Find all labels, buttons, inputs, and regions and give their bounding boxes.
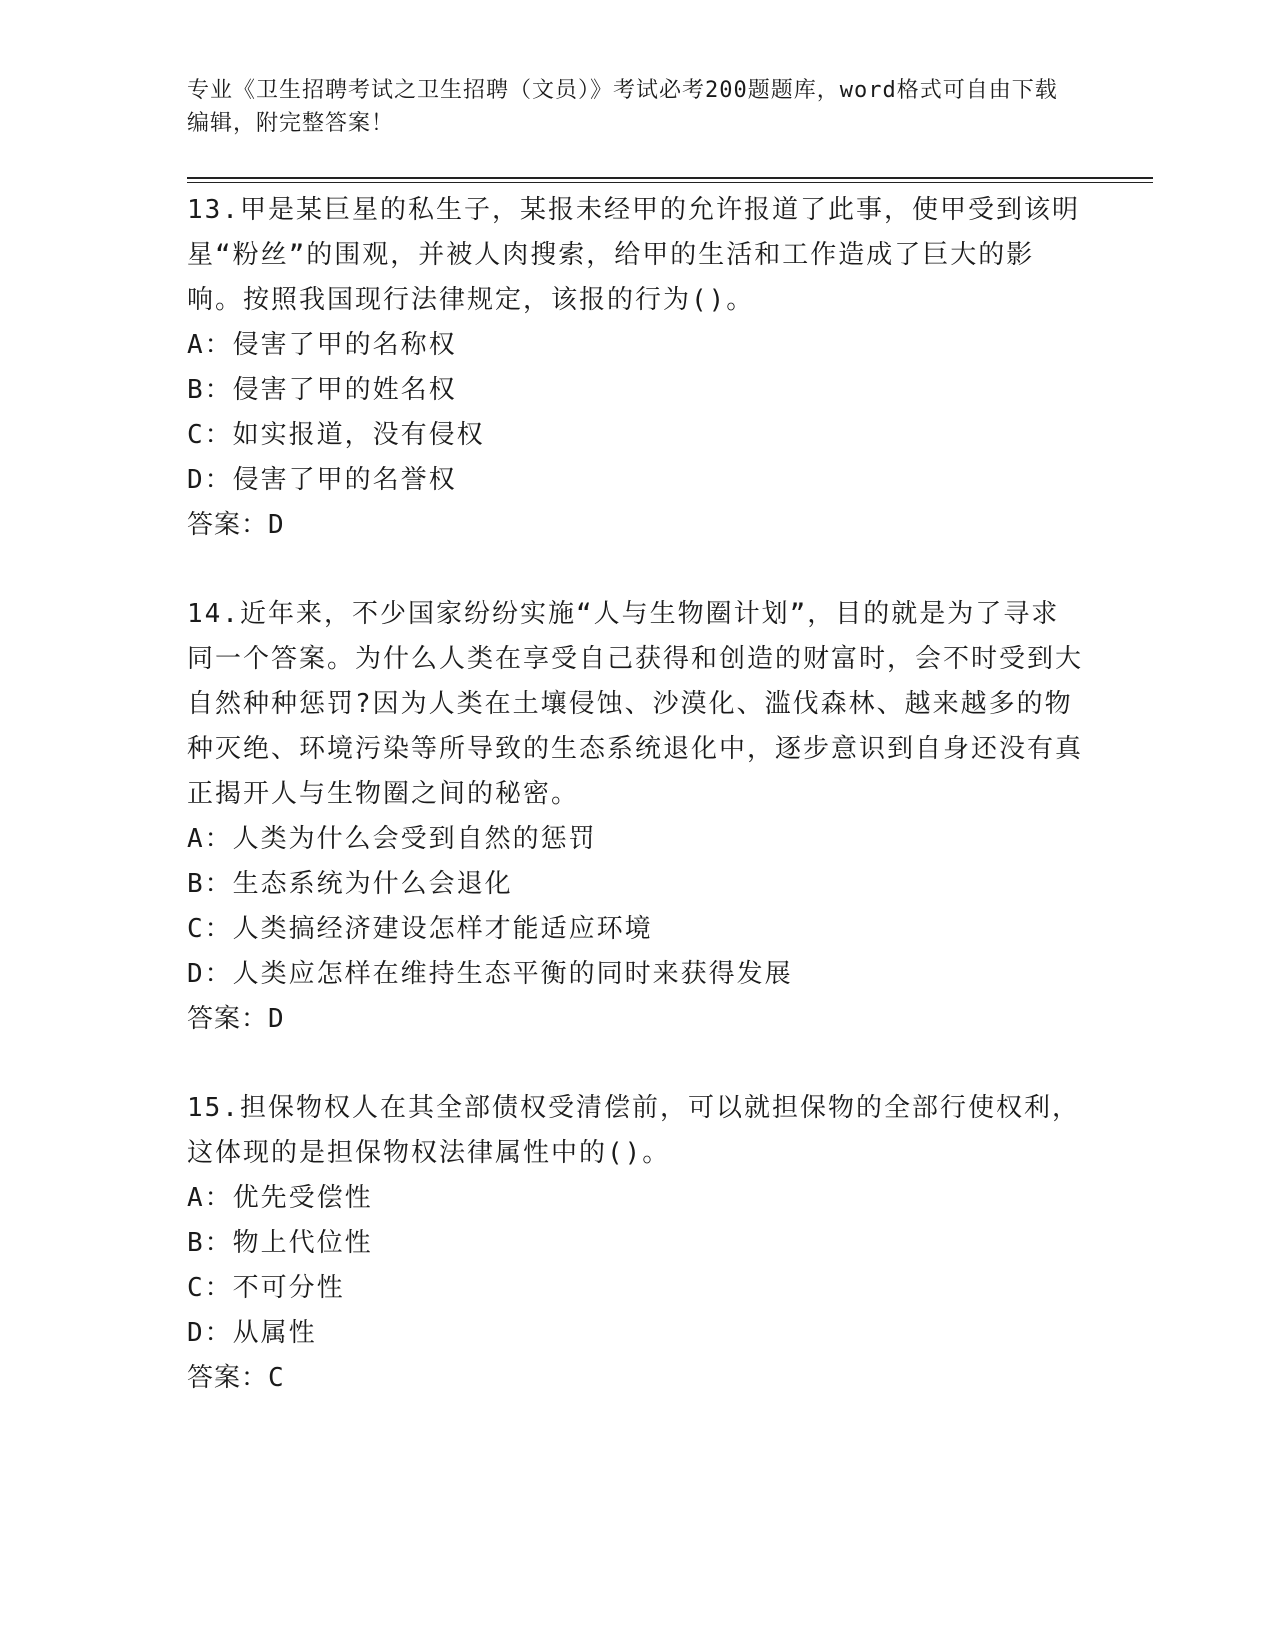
answer-label: 答案： xyxy=(187,510,269,540)
answer-line xyxy=(187,503,1087,548)
option-b: B：生态系统为什么会退化 xyxy=(187,869,513,899)
header-divider xyxy=(187,177,1153,183)
option-d: D：人类应怎样在维持生态平衡的同时来获得发展 xyxy=(187,959,793,989)
option-a: A：侵害了甲的名称权 xyxy=(187,330,457,360)
option-a: A：优先受偿性 xyxy=(187,1183,373,1213)
answer-value: D xyxy=(268,1004,285,1034)
answer-value: D xyxy=(268,510,285,540)
option-c: C：如实报道，没有侵权 xyxy=(187,420,485,450)
question-stem: 14.近年来，不少国家纷纷实施“人与生物圈计划”，目的就是为了寻求同一个答案。为什么人类在享受自己获得和创造的财富时，会不时受到大自然种种惩罚?因为人类在土壤侵蚀、沙漠化、滥伐森林、越来越多的物种灭绝、环境污染等所导致的生态系统退化中，逐步意识到自身还没有真正揭开人与生物圈之间的秘密。 xyxy=(187,599,1084,809)
option-d: D：从属性 xyxy=(187,1318,317,1348)
answer-line xyxy=(187,1356,1087,1401)
question-15 xyxy=(187,1086,1087,1401)
question-13 xyxy=(187,188,1087,548)
option-c: C：不可分性 xyxy=(187,1273,345,1303)
option-d: D：侵害了甲的名誉权 xyxy=(187,465,457,495)
question-list xyxy=(187,188,1087,1445)
answer-label: 答案： xyxy=(187,1004,269,1034)
document-header: 专业《卫生招聘考试之卫生招聘（文员）》考试必考200题题库，word格式可自由下载编辑，附完整答案！ xyxy=(187,78,1058,136)
question-stem: 15.担保物权人在其全部债权受清偿前，可以就担保物的全部行使权利，这体现的是担保物权法律属性中的()。 xyxy=(187,1093,1080,1168)
answer-value: C xyxy=(268,1363,285,1393)
option-c: C：人类搞经济建设怎样才能适应环境 xyxy=(187,914,653,944)
option-b: B：物上代位性 xyxy=(187,1228,373,1258)
answer-line xyxy=(187,997,1087,1042)
option-a: A：人类为什么会受到自然的惩罚 xyxy=(187,824,597,854)
question-stem: 13.甲是某巨星的私生子，某报未经甲的允许报道了此事，使甲受到该明星“粉丝”的围观，并被人肉搜索，给甲的生活和工作造成了巨大的影响。按照我国现行法律规定，该报的行为()。 xyxy=(187,195,1080,315)
question-14 xyxy=(187,592,1087,1042)
option-b: B：侵害了甲的姓名权 xyxy=(187,375,457,405)
answer-label: 答案： xyxy=(187,1363,269,1393)
